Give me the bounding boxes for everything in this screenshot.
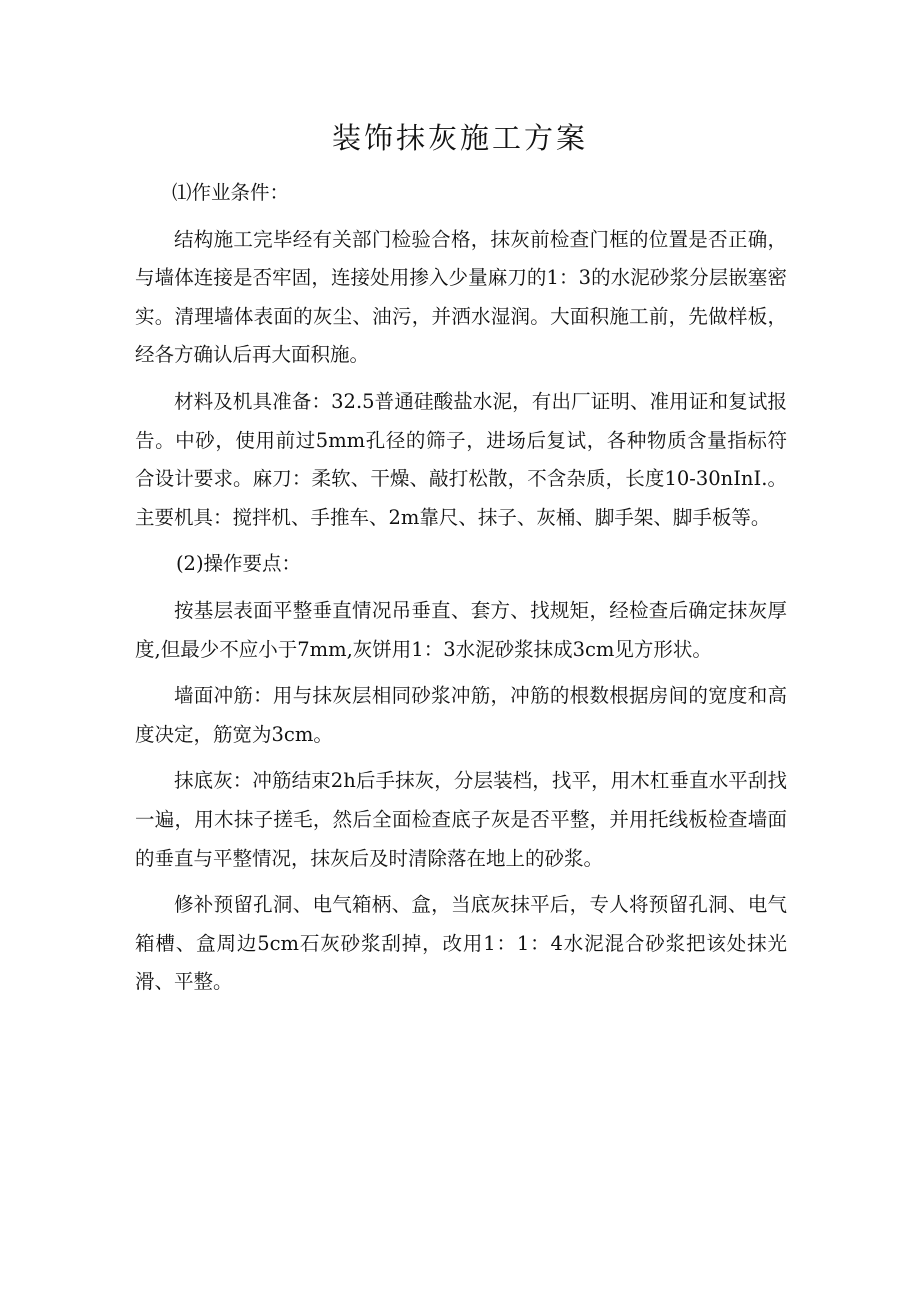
paragraph-base-coat: 抹底灰：冲筋结束2h后手抹灰，分层装档，找平，用木杠垂直水平刮找一遍，用木抹子搓毛，然后全面检查底子灰是否平整，并用托线板检查墙面的垂直与平整情况，抹灰后及时清除落在地上的砂浆。 <box>135 769 787 870</box>
section-heading-operation-points: (2)操作要点： <box>175 552 302 576</box>
document-title: 装饰抹灰施工方案 <box>331 121 588 155</box>
paragraph-plumb-squaring: 按基层表面平整垂直情况吊垂直、套方、找规矩，经检查后确定抹灰厚度,但最少不应小于7mm,灰饼用1：3水泥砂浆抹成3cm见方形状。 <box>135 598 787 661</box>
paragraph-wall-screeding: 墙面冲筋：用与抹灰层相同砂浆冲筋，冲筋的根数根据房间的宽度和高度决定，筋宽为3cm。 <box>135 684 787 746</box>
document-body <box>135 174 787 1010</box>
paragraph-structure-inspection: 结构施工完毕经有关部门检验合格，抹灰前检查门框的位置是否正确，与墙体连接是否牢固，连接处用掺入少量麻刀的1：3的水泥砂浆分层嵌塞密实。清理墙体表面的灰尘、油污，并洒水湿润。大面积施工前，先做样板，经各方确认后再大面积施。 <box>135 227 787 367</box>
paragraph-repair-openings: 修补预留孔洞、电气箱柄、盒，当底灰抹平后，专人将预留孔洞、电气箱槽、盒周边5cm石灰砂浆刮掉，改用1：1：4水泥混合砂浆把该处抹光滑、平整。 <box>135 893 787 994</box>
section-heading-work-conditions: ⑴作业条件： <box>172 181 290 204</box>
paragraph-materials-tools: 材料及机具准备：32.5普通硅酸盐水泥，有出厂证明、准用证和复试报告。中砂，使用前过5mm孔径的筛子，进场后复试，各种物质含量指标符合设计要求。麻刀：柔软、干燥、敲打松散，不含杂质，长度10-30nInI.。主要机具：搅拌机、手推车、2m靠尺、抹子、灰桶、脚手架、脚手板等。 <box>135 389 787 529</box>
